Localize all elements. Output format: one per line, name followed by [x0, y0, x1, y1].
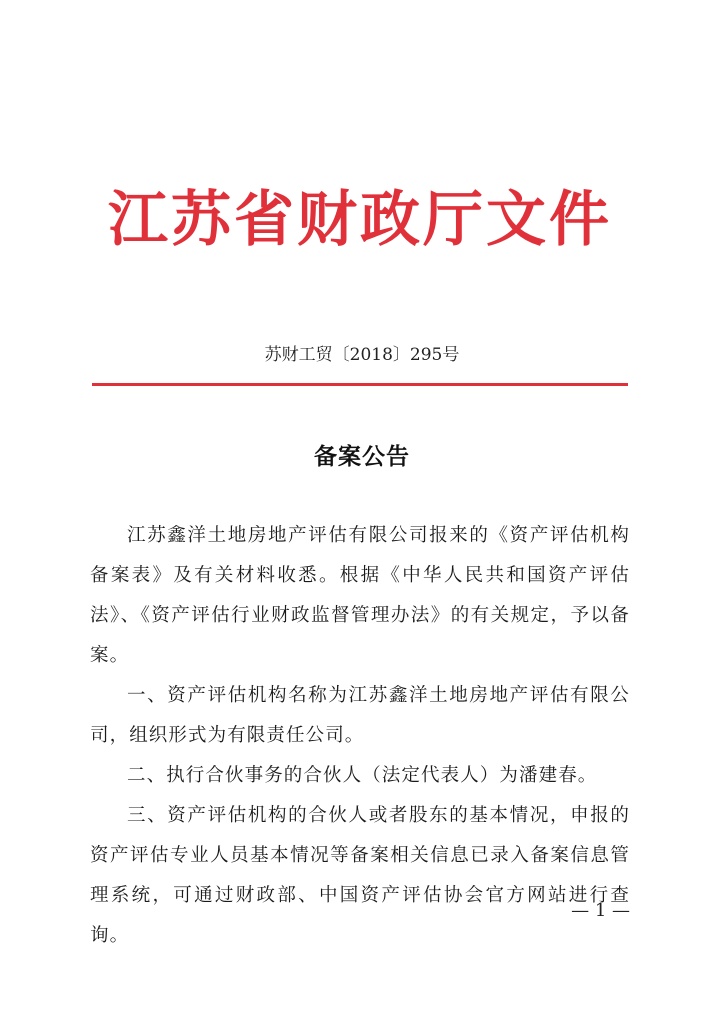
page-number: — 1 — — [571, 900, 630, 921]
document-number: 苏财工贸〔2018〕295号 — [264, 345, 460, 365]
notice-paragraph-registration: 三、资产评估机构的合伙人或者股东的基本情况，申报的资产评估专业人员基本情况等备案相关信息已录入备案信息管理系统，可通过财政部、中国资产评估协会官方网站进行查询。 — [90, 805, 630, 946]
notice-paragraph-name: 一、资产评估机构名称为江苏鑫洋土地房地产评估有限公司，组织形式为有限责任公司。 — [90, 685, 630, 746]
document-header-title: 江苏省财政厅文件 — [108, 185, 612, 255]
notice-body — [90, 516, 630, 956]
notice-paragraph-intro: 江苏鑫洋土地房地产评估有限公司报来的《资产评估机构备案表》及有关材料收悉。根据《中华人民共和国资产评估法》、《资产评估行业财政监督管理办法》的有关规定，予以备案。 — [90, 525, 630, 666]
notice-paragraph-representative: 二、执行合伙事务的合伙人（法定代表人）为潘建春。 — [127, 765, 598, 786]
header-divider-line — [92, 383, 628, 386]
notice-title: 备案公告 — [314, 443, 410, 470]
